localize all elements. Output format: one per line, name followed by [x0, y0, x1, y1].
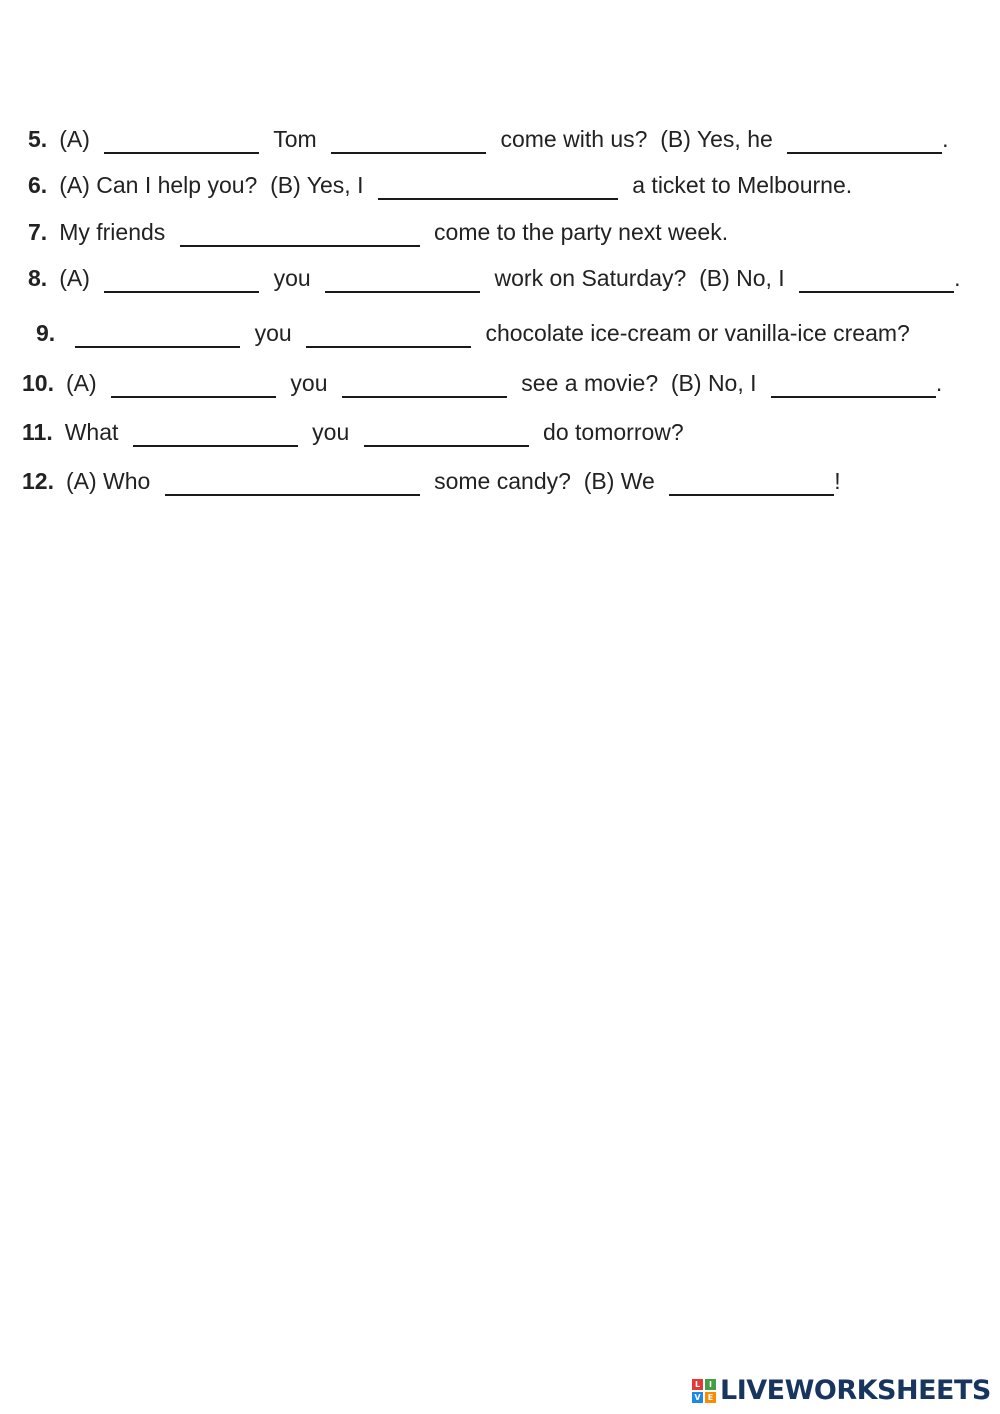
answer-blank[interactable] — [75, 322, 240, 348]
question-text: you — [284, 370, 334, 396]
answer-blank[interactable] — [306, 322, 471, 348]
question-text: come with us? (B) Yes, he — [494, 126, 780, 152]
answer-blank[interactable] — [331, 128, 486, 154]
question-11 — [22, 417, 684, 447]
question-text: (A) — [59, 126, 97, 152]
logo-square-e: E — [705, 1392, 716, 1403]
question-10 — [22, 368, 942, 398]
answer-blank[interactable] — [104, 267, 259, 293]
question-text: . — [942, 126, 949, 152]
answer-blank[interactable] — [342, 372, 507, 398]
question-text: (A) — [59, 265, 97, 291]
answer-blank[interactable] — [787, 128, 942, 154]
answer-blank[interactable] — [180, 221, 420, 247]
question-5 — [28, 124, 949, 154]
question-text: My friends — [59, 219, 172, 245]
question-6 — [28, 170, 852, 200]
question-text: do tomorrow? — [536, 419, 684, 445]
answer-blank[interactable] — [364, 421, 529, 447]
question-text: . — [935, 370, 943, 396]
question-text: you — [248, 320, 299, 346]
answer-blank[interactable] — [771, 372, 936, 398]
question-text: chocolate ice-cream or vanilla-ice cream? — [479, 320, 910, 346]
question-text: some candy? (B) We — [427, 468, 662, 494]
question-text: a ticket to Melbourne. — [625, 172, 853, 198]
question-number: 11. — [22, 419, 53, 445]
question-number: 7. — [28, 219, 48, 245]
question-8 — [28, 263, 960, 293]
answer-blank[interactable] — [165, 470, 420, 496]
logo-square-i: I — [705, 1379, 716, 1390]
logo-squares-icon — [692, 1379, 716, 1403]
question-text: ! — [834, 468, 841, 494]
answer-blank[interactable] — [669, 470, 834, 496]
brand-name: LIVEWORKSHEETS — [720, 1375, 991, 1406]
question-number: 5. — [28, 126, 48, 152]
answer-blank[interactable] — [799, 267, 954, 293]
question-text: you — [305, 419, 356, 445]
question-text: (A) Who — [65, 468, 157, 494]
question-number: 10. — [22, 370, 54, 396]
question-text: see a movie? (B) No, I — [514, 370, 763, 396]
answer-blank[interactable] — [104, 128, 259, 154]
question-text: you — [267, 265, 318, 291]
question-text: work on Saturday? (B) No, I — [488, 265, 792, 291]
logo-square-l: L — [692, 1379, 703, 1390]
question-number: 9. — [36, 320, 56, 346]
question-text: What — [64, 419, 125, 445]
question-text: (A) Can I help you? (B) Yes, I — [59, 172, 370, 198]
answer-blank[interactable] — [378, 174, 618, 200]
question-number: 12. — [22, 468, 54, 494]
question-7 — [28, 217, 728, 247]
answer-blank[interactable] — [133, 421, 298, 447]
question-number: 8. — [28, 265, 48, 291]
answer-blank[interactable] — [325, 267, 480, 293]
question-text: (A) — [65, 370, 104, 396]
liveworksheets-logo — [692, 1374, 991, 1408]
logo-square-v: V — [692, 1392, 703, 1403]
question-12 — [22, 466, 841, 496]
answer-blank[interactable] — [111, 372, 276, 398]
question-9 — [36, 318, 910, 348]
question-text: . — [954, 265, 961, 291]
question-text: come to the party next week. — [427, 219, 729, 245]
question-text: Tom — [267, 126, 324, 152]
question-number: 6. — [28, 172, 48, 198]
